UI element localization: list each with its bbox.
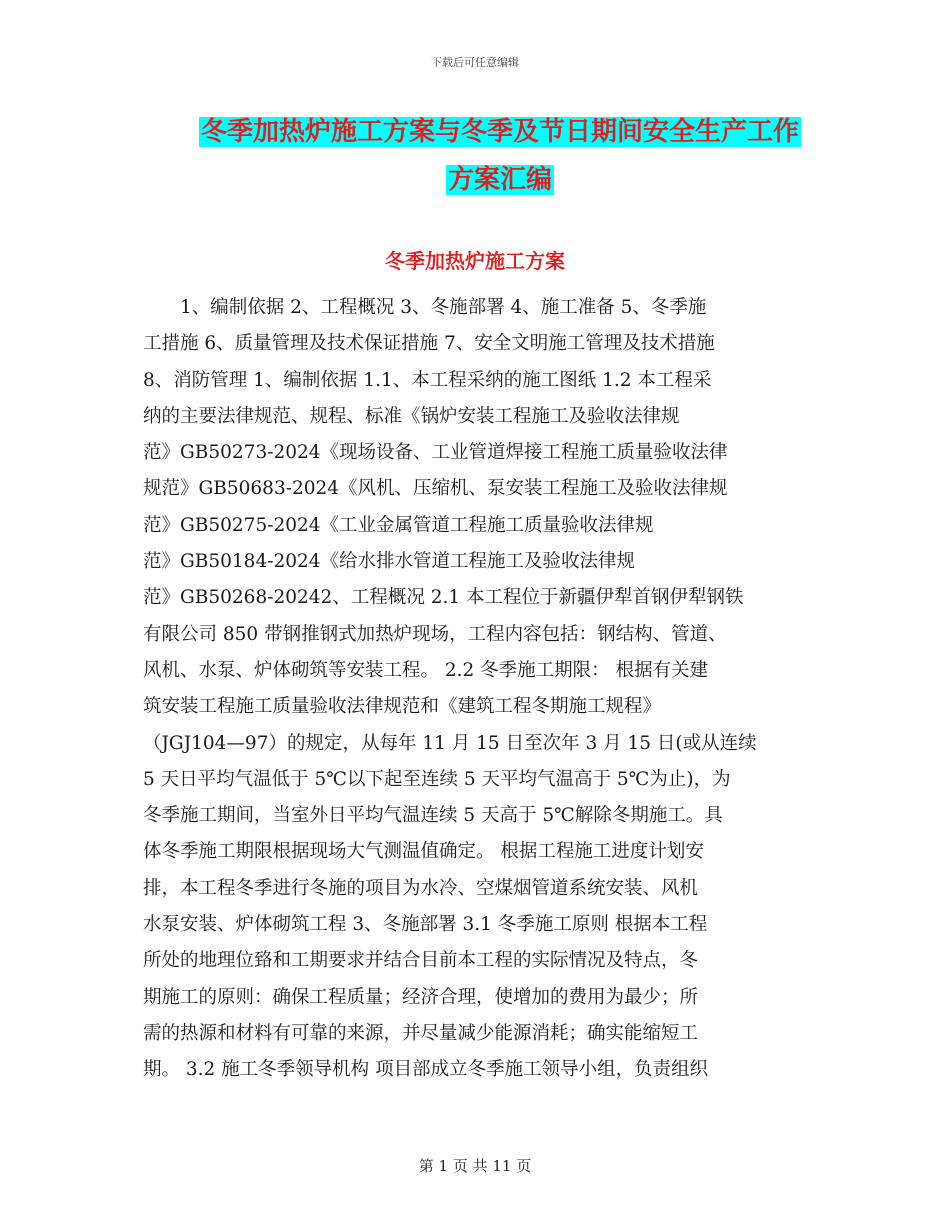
body-line: 范》GB50273-2024《现场设备、工业管道焊接工程施工质量验收法律	[143, 442, 728, 464]
body-line: 需的热源和材料有可靠的来源，并尽量减少能源消耗；确实能缩短工	[143, 1022, 699, 1044]
body-line: 风机、水泵、炉体砌筑等安装工程。 2.2 冬季施工期限： 根据有关建	[143, 659, 709, 681]
body-line: 所处的地理位臵和工期要求并结合目前本工程的实际情况及特点，冬	[143, 950, 699, 972]
header-note: 下载后可任意编辑	[431, 56, 519, 69]
body-line: （JGJ104—97）的规定，从每年 11 月 15 日至次年 3 月 15 日(或从连续	[143, 732, 757, 754]
body-line: 5 天日平均气温低于 5℃以下起至连续 5 天平均气温高于 5℃为止)，为	[143, 768, 731, 790]
body-line: 筑安装工程施工质量验收法律规范和《建筑工程冬期施工规程》	[143, 696, 662, 718]
body-line: 1、编制依据 2、工程概况 3、冬施部署 4、施工准备 5、冬季施	[143, 297, 707, 318]
body-paragraph	[143, 290, 811, 1089]
section-title: 冬季加热炉施工方案	[385, 249, 565, 273]
body-line: 冬季施工期间，当室外日平均气温连续 5 天高于 5℃解除冬期施工。具	[143, 805, 723, 827]
body-line: 工措施 6、质量管理及技术保证措施 7、安全文明施工管理及技术措施	[143, 333, 715, 355]
body-line: 范》GB50275-2024《工业金属管道工程施工质量验收法律规	[143, 514, 654, 536]
document-title	[120, 108, 880, 204]
body-line: 规范》GB50683-2024《风机、压缩机、泵安装工程施工及验收法律规	[143, 478, 728, 500]
body-line: 范》GB50184-2024《给水排水管道工程施工及验收法律规	[143, 551, 636, 573]
body-line: 期。 3.2 施工冬季领导机构 项目部成立冬季施工领导小组，负责组织	[143, 1059, 709, 1081]
body-line: 排，本工程冬季进行冬施的项目为水冷、空煤烟管道系统安装、风机	[143, 877, 699, 899]
page-footer: 第 1 页 共 11 页	[418, 1157, 532, 1175]
body-line: 水泵安装、炉体砌筑工程 3、冬施部署 3.1 冬季施工原则 根据本工程	[143, 914, 708, 936]
title-line-1: 冬季加热炉施工方案与冬季及节日期间安全生产工作	[200, 117, 799, 147]
body-line: 有限公司 850 带钢推钢式加热炉现场，工程内容包括：钢结构、管道、	[143, 623, 727, 645]
body-line: 范》GB50268-20242、工程概况 2.1 本工程位于新疆伊犁首钢伊犁钢铁	[143, 587, 744, 609]
body-line: 期施工的原则：确保工程质量；经济合理，使增加的费用为最少；所	[143, 986, 699, 1008]
body-line: 体冬季施工期限根据现场大气测温值确定。 根据工程施工进度计划安	[143, 841, 704, 863]
body-line: 纳的主要法律规范、规程、标准《锅炉安装工程施工及验收法律规	[143, 405, 680, 427]
title-line-2: 方案汇编	[447, 165, 552, 195]
body-line: 8、消防管理 1、编制依据 1.1、本工程采纳的施工图纸 1.2 本工程采	[143, 369, 712, 391]
